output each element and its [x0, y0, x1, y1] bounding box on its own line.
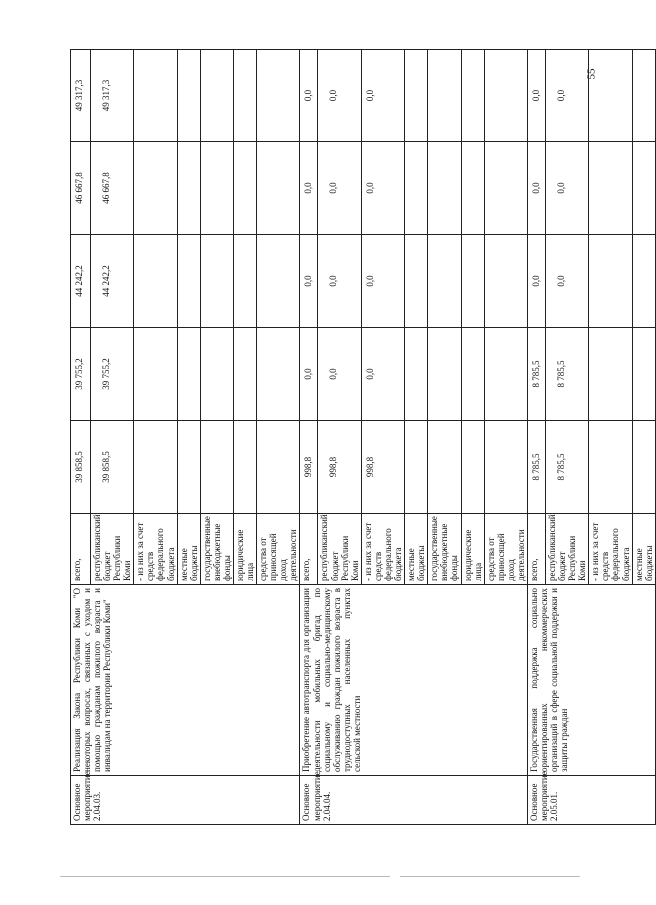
amount-cell	[632, 328, 655, 421]
amount-cell: 0,0	[361, 328, 404, 421]
amount-cell	[589, 235, 632, 328]
amount-cell: 0,0	[361, 50, 404, 142]
amount-cell	[177, 50, 200, 142]
amount-cell: 8 785,5	[527, 421, 545, 514]
amount-cell	[177, 328, 200, 421]
amount-cell	[428, 50, 461, 142]
amount-cell	[200, 328, 233, 421]
amount-cell	[461, 421, 484, 514]
amount-cell	[134, 50, 177, 142]
amount-cell	[257, 328, 300, 421]
amount-cell: 49 317,3	[71, 50, 91, 142]
amount-cell: 8 785,5	[545, 328, 588, 421]
amount-cell: 0,0	[318, 328, 361, 421]
amount-cell: 0,0	[300, 328, 318, 421]
amount-cell	[134, 142, 177, 235]
amount-cell	[632, 421, 655, 514]
amount-cell: 0,0	[318, 142, 361, 235]
amount-cell	[428, 235, 461, 328]
amount-cell	[632, 142, 655, 235]
amount-cell	[257, 235, 300, 328]
amount-cell	[461, 235, 484, 328]
amount-cell	[234, 50, 257, 142]
amount-cell: 0,0	[318, 235, 361, 328]
amount-cell: 0,0	[318, 50, 361, 142]
amount-cell	[177, 421, 200, 514]
amount-cell: 0,0	[300, 235, 318, 328]
amount-cell	[200, 421, 233, 514]
amount-cell	[405, 421, 428, 514]
amount-cell: 998,8	[300, 421, 318, 514]
scan-line	[60, 876, 390, 877]
amount-cell	[461, 50, 484, 142]
budget-table	[70, 49, 656, 825]
amount-cell	[484, 235, 527, 328]
amount-cell	[234, 142, 257, 235]
amount-cell: 39 858,5	[91, 421, 134, 514]
funding-source-label: местные бюджеты	[632, 514, 655, 585]
measure-code: Основное мероприятие 2.05.01.	[527, 776, 655, 825]
amount-cell: 0,0	[361, 235, 404, 328]
amount-cell	[234, 421, 257, 514]
amount-cell	[234, 328, 257, 421]
amount-cell	[134, 235, 177, 328]
amount-cell	[405, 142, 428, 235]
amount-cell: 0,0	[300, 50, 318, 142]
funding-source-label: местные бюджеты	[405, 514, 428, 585]
amount-cell: 44 242,2	[71, 235, 91, 328]
amount-cell	[461, 142, 484, 235]
amount-cell: 0,0	[527, 142, 545, 235]
amount-cell	[257, 421, 300, 514]
table-row	[527, 50, 545, 825]
amount-cell	[589, 142, 632, 235]
amount-cell	[177, 235, 200, 328]
funding-source-label: республиканский бюджет Республики Коми	[318, 514, 361, 585]
amount-cell	[484, 142, 527, 235]
amount-cell: 0,0	[300, 142, 318, 235]
amount-cell: 0,0	[545, 142, 588, 235]
funding-source-label: средства от приносящей доход деятельности	[257, 514, 300, 585]
funding-source-label: средства от приносящей доход деятельности	[484, 514, 527, 585]
amount-cell: 0,0	[527, 235, 545, 328]
rotated-table-container	[70, 50, 654, 825]
funding-source-label: всего,	[527, 514, 545, 585]
funding-source-label: республиканский бюджет Республики Коми	[545, 514, 588, 585]
amount-cell	[589, 328, 632, 421]
amount-cell	[405, 50, 428, 142]
amount-cell: 39 755,2	[71, 328, 91, 421]
measure-name: Приобретение автотранспорта для организации деятельности мобильных бригад по социальному и социально-медицинскому обслуживанию граждан пожилого возраста в труднодоступных населенных пунктах сельской местности	[300, 585, 527, 776]
measure-name: Реализация Закона Республики Коми "О некоторых вопросах, связанных с уходом и помощью гражданам пожилого возраста и инвалидам на территории Республики Коми"	[71, 585, 300, 776]
amount-cell: 39 858,5	[71, 421, 91, 514]
table-row	[71, 50, 91, 825]
amount-cell	[257, 50, 300, 142]
amount-cell: 998,8	[361, 421, 404, 514]
amount-cell	[484, 50, 527, 142]
measure-code: Основное мероприятие 2.04.03.	[71, 776, 300, 825]
amount-cell	[200, 142, 233, 235]
amount-cell	[484, 328, 527, 421]
amount-cell	[200, 50, 233, 142]
amount-cell: 8 785,5	[527, 328, 545, 421]
amount-cell: 49 317,3	[91, 50, 134, 142]
funding-source-label: государственные внебюджетные фонды	[428, 514, 461, 585]
amount-cell: 0,0	[527, 50, 545, 142]
amount-cell	[234, 235, 257, 328]
amount-cell	[405, 328, 428, 421]
table-body	[71, 50, 656, 825]
funding-source-label: юридические лица	[461, 514, 484, 585]
amount-cell: 44 242,2	[91, 235, 134, 328]
amount-cell	[632, 235, 655, 328]
funding-source-label: - из них за счет средств федерального бюджета	[361, 514, 404, 585]
funding-source-label: государственные внебюджетные фонды	[200, 514, 233, 585]
measure-code: Основное мероприятие 2.04.04.	[300, 776, 527, 825]
amount-cell: 998,8	[318, 421, 361, 514]
funding-source-label: юридические лица	[234, 514, 257, 585]
funding-source-label: местные бюджеты	[177, 514, 200, 585]
amount-cell: 0,0	[545, 50, 588, 142]
amount-cell	[428, 142, 461, 235]
amount-cell	[257, 142, 300, 235]
table-row	[300, 50, 318, 825]
amount-cell	[428, 421, 461, 514]
amount-cell	[134, 328, 177, 421]
scan-line	[400, 876, 580, 877]
amount-cell	[134, 421, 177, 514]
page-number: 55	[585, 68, 598, 80]
amount-cell: 46 667,8	[71, 142, 91, 235]
amount-cell	[177, 142, 200, 235]
amount-cell: 39 755,2	[91, 328, 134, 421]
amount-cell	[589, 50, 632, 142]
amount-cell	[200, 235, 233, 328]
amount-cell: 0,0	[361, 142, 404, 235]
funding-source-label: - из них за счет средств федерального бюджета	[134, 514, 177, 585]
measure-name: Государственная поддержка социально ориентированных некоммерческих организаций в сфере социальной поддержки и защиты граждан	[527, 585, 655, 776]
amount-cell	[405, 235, 428, 328]
amount-cell	[484, 421, 527, 514]
funding-source-label: республиканский бюджет Республики Коми	[91, 514, 134, 585]
amount-cell	[632, 50, 655, 142]
amount-cell: 8 785,5	[545, 421, 588, 514]
amount-cell	[589, 421, 632, 514]
amount-cell	[461, 328, 484, 421]
funding-source-label: всего,	[300, 514, 318, 585]
amount-cell	[428, 328, 461, 421]
funding-source-label: всего,	[71, 514, 91, 585]
amount-cell: 46 667,8	[91, 142, 134, 235]
amount-cell: 0,0	[545, 235, 588, 328]
funding-source-label: - из них за счет средств федерального бюджета	[589, 514, 632, 585]
